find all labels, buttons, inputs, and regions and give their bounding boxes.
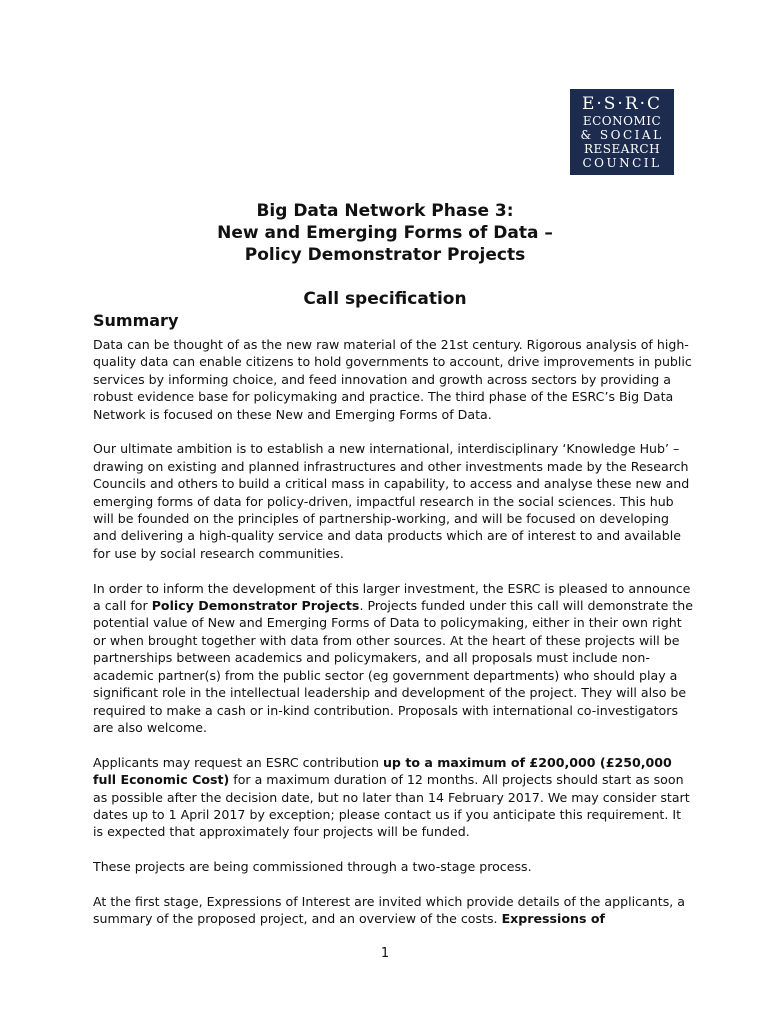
paragraph-4 [93, 754, 693, 841]
paragraph-4-bold: up to a maximum of £200,000 (£250,000 full Economic Cost) [93, 754, 672, 788]
paragraph-1: Data can be thought of as the new raw material of the 21st century. Rigorous analysis of high-quality data can enable citizens to hold governments to account, drive improvements in public services by informing choice, and feed innovation and growth across sectors by providing a robust evidence base for policymaking and practice. The third phase of the ESRC’s Big Data Network is focused on these New and Emerging Forms of Data. [93, 337, 692, 422]
logo-line-economic: ECONOMIC [582, 114, 662, 128]
paragraph-4-text: Applicants may request an ESRC contribution [93, 754, 383, 770]
title-line-1: Big Data Network Phase 3: [256, 201, 514, 221]
paragraph-4-text-end: for a maximum duration of 12 months. All projects should start as soon as possible after the decision date, but no later than 14 February 2017. We may consider start dates up to 1 April 2017 by exception; please contact us if you anticipate this requirement. It is expected that approximately four projects will be funded. [93, 772, 690, 840]
summary-heading: Summary [93, 311, 179, 330]
document-title [0, 200, 770, 266]
title-line-2: New and Emerging Forms of Data – [217, 223, 553, 243]
paragraph-5: These projects are being commissioned through a two-stage process. [93, 859, 532, 875]
title-line-3: Policy Demonstrator Projects [244, 245, 526, 265]
logo-line-esrc: E·S·R·C [581, 94, 663, 114]
esrc-logo [570, 89, 674, 175]
paragraph-3-bold: Policy Demonstrator Projects [151, 598, 360, 614]
paragraph-3-text-end: . Projects funded under this call will demonstrate the potential value of New and Emerging Forms of Data to policymaking, either in their own right or when brought together with data from other sources. At the heart of these projects will be partnerships between academics and policymakers, and all proposals must include non-academic partner(s) from the public sector (eg government departments) who should play a significant role in the intellectual leadership and development of the project. They will also be required to make a cash or in-kind contribution. Proposals with international co-investigators are also welcome. [93, 598, 693, 735]
paragraph-6-text: At the first stage, Expressions of Interest are invited which provide details of the applicants, a summary of the proposed project, and an overview of the costs. [93, 893, 685, 927]
call-specification-heading: Call specification [303, 289, 467, 309]
page-number: 1 [380, 946, 390, 961]
logo-line-council: COUNCIL [582, 156, 662, 170]
paragraph-6-bold: Expressions of [501, 911, 605, 927]
paragraph-2: Our ultimate ambition is to establish a new international, interdisciplinary ‘Knowledge Hub’ – drawing on existing and planned infrastructures and other investments made by the Research Councils and others to build a critical mass in capability, to access and analyse these new and emerging forms of data for policy-driven, impactful research in the social sciences. This hub will be founded on the principles of partnership-working, and will be focused on developing and delivering a high-quality service and data products which are of interest to and available for use by social research communities. [93, 441, 690, 561]
paragraph-6 [93, 893, 693, 928]
logo-line-research: RESEARCH [583, 142, 661, 156]
document-body [93, 336, 693, 928]
paragraph-3 [93, 580, 693, 737]
logo-line-social: & SOCIAL [580, 128, 664, 142]
paragraph-3-text: In order to inform the development of this larger investment, the ESRC is pleased to announce a call for [93, 580, 691, 614]
